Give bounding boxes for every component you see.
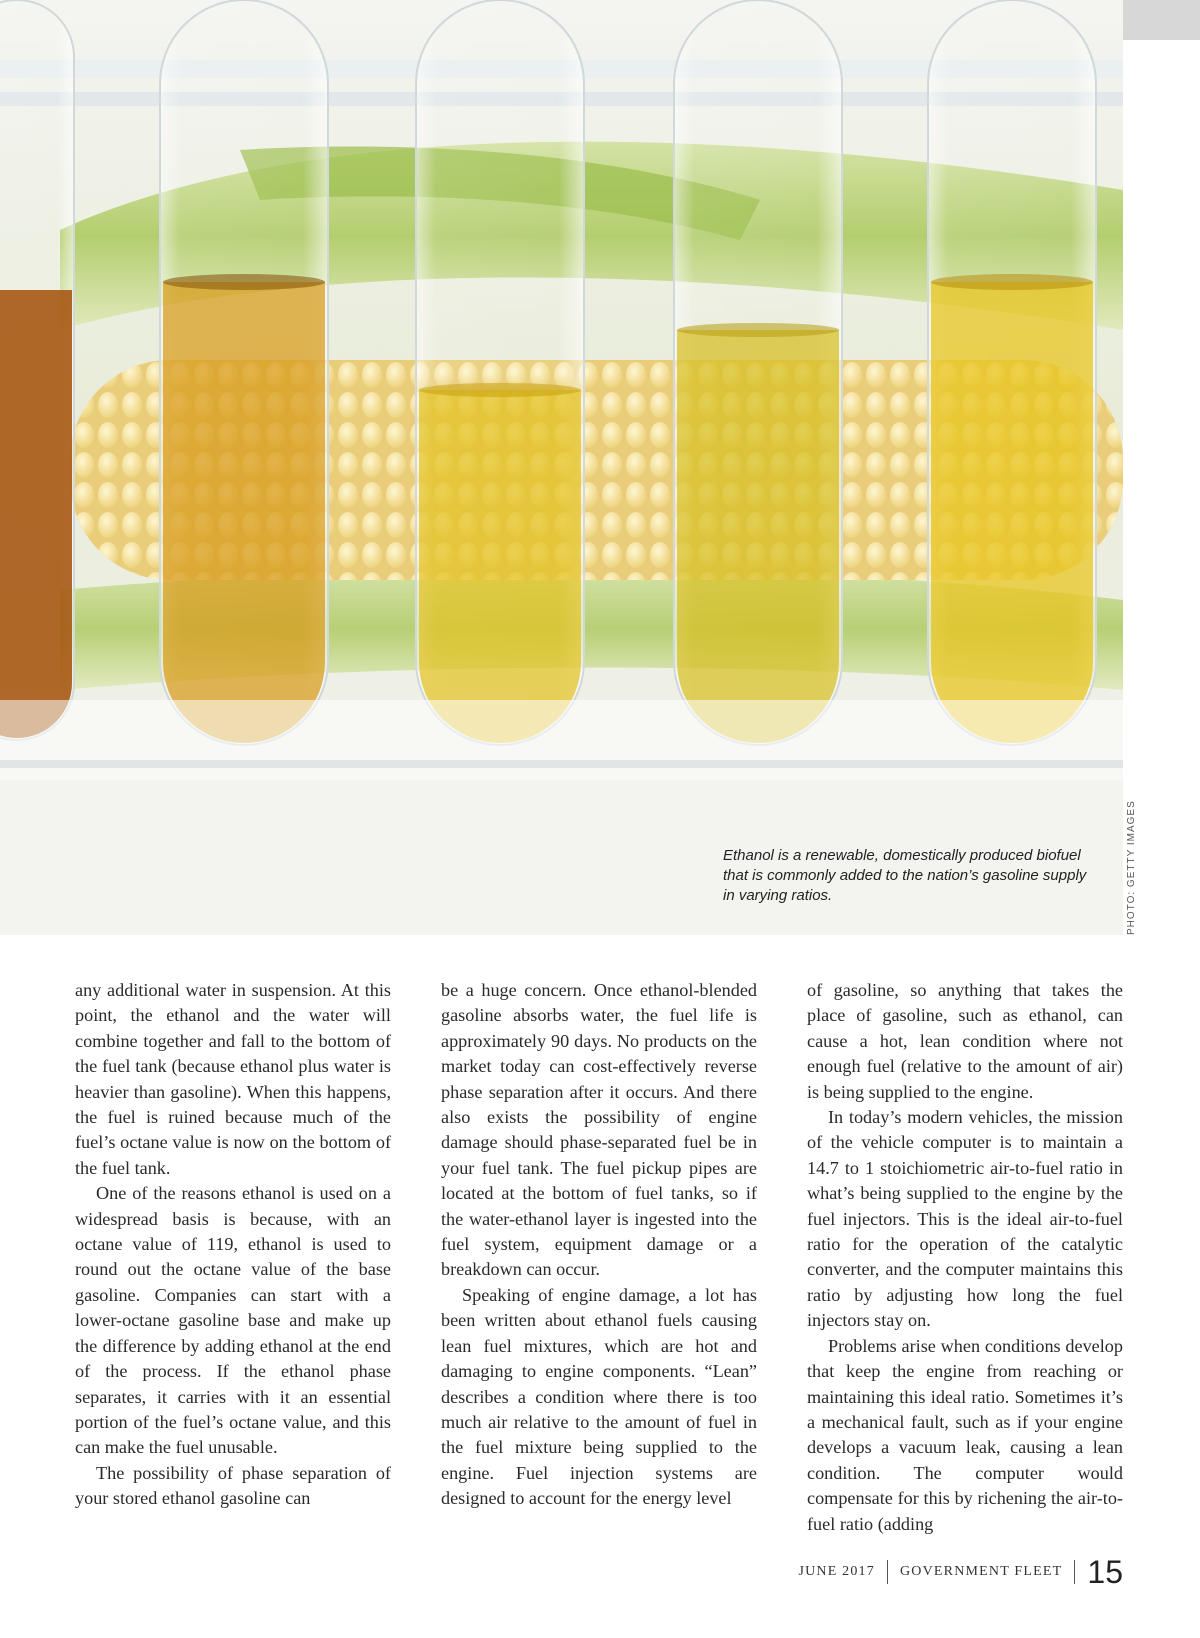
paragraph: One of the reasons ethanol is used on a widespread basis is because, with an octane value of 119, ethanol is used to round out the octane value of the base gasoline. Companies can start with a lower-octane gasoline base and make up the difference by adding ethanol at the end of the process. If the ethanol phase separates, it carries with it an essential portion of the fuel’s octane value, and this can make the fuel unusable.: [75, 1183, 391, 1458]
photo-caption: Ethanol is a renewable, domestically produced biofuel that is commonly added to the nation’s gasoline supply in varying ratios.: [723, 847, 1087, 904]
photo-credit: PHOTO: GETTY IMAGES: [1126, 800, 1137, 935]
corner-tab: [1123, 0, 1200, 40]
paragraph: Problems arise when conditions develop that keep the engine from reaching or maintaining this ideal ratio. Sometimes it’s a mechanical fault, such as if your engine develops a vacuum leak, causing a lean condition. The computer would compensate for this by richening the air-to-fuel ratio (adding: [807, 1335, 1123, 1534]
paragraph: any additional water in suspension. At this point, the ethanol and the water will combine together and fall to the bottom of the fuel tank (because ethanol plus water is heavier than gasoline). When this happens, the fuel is ruined because much of the fuel’s octane value is now on the bottom of the fuel tank.: [75, 980, 391, 1178]
paragraph: Speaking of engine damage, a lot has been written about ethanol fuels causing lean fuel mixtures, which are hot and damaging to engine components. “Lean” describes a condition where there is too much air relative to the amount of fuel in the fuel mixture being supplied to the engine. Fuel injection systems are designed to account for the energy level: [441, 1284, 757, 1509]
paragraph: The possibility of phase separation of your stored ethanol gasoline can: [75, 1462, 391, 1509]
paragraph: be a huge concern. Once ethanol-blended gasoline absorbs water, the fuel life is approximately 90 days. No products on the market today can cost-effectively reverse phase separation after it occurs. And there also exists the possibility of engine damage should phase-separated fuel be in your fuel tank. The fuel pickup pipes are located at the bottom of fuel tanks, so if the water-ethanol layer is ingested into the fuel system, equipment damage or a breakdown can occur.: [441, 980, 757, 1280]
magazine-name: GOVERNMENT FLEET: [899, 1564, 1063, 1579]
issue-date: JUNE 2017: [798, 1564, 875, 1579]
paragraph: In today’s modern vehicles, the mission of the vehicle computer is to maintain a 14.7 to 1 stoichiometric air-to-fuel ratio in what’s being supplied to the engine by the fuel injectors. This is the ideal air-to-fuel ratio for the operation of the catalytic converter, and the computer maintains this ratio by adjusting how long the fuel injectors stay on.: [807, 1107, 1123, 1331]
paragraph: of gasoline, so anything that takes the place of gasoline, such as ethanol, can cause a hot, lean condition where not enough fuel (relative to the amount of air) is being supplied to the engine.: [807, 980, 1123, 1102]
page-number: 15: [1087, 1553, 1123, 1590]
footer-divider: [1074, 1560, 1075, 1584]
article-column-3: [807, 978, 1123, 1537]
page-footer: [798, 1552, 1123, 1592]
article-column-2: [441, 978, 757, 1512]
article-column-1: [75, 978, 391, 1512]
footer-divider: [887, 1560, 888, 1584]
